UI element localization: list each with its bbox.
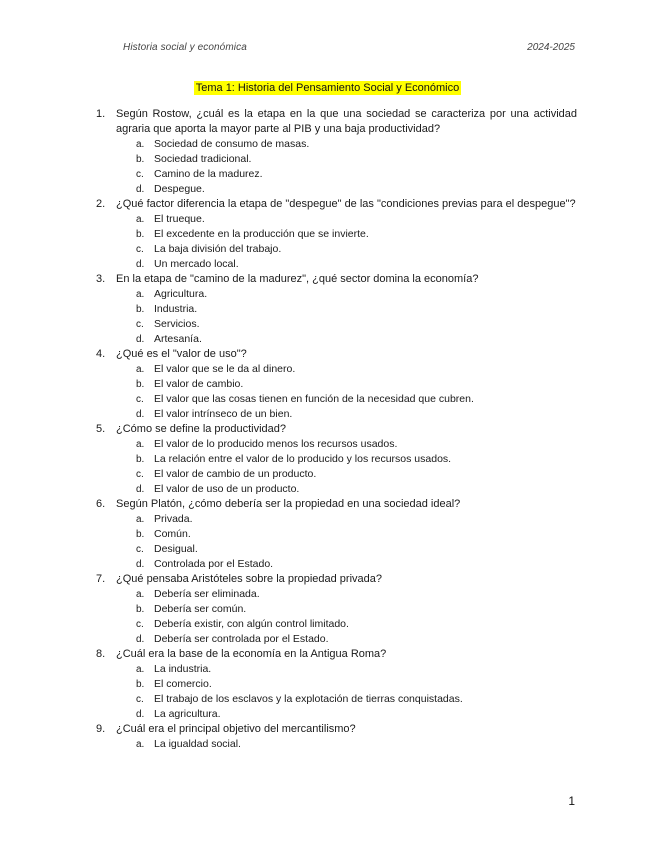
question-item [96,647,577,722]
answer-option [96,512,577,527]
option-text: Desigual. [154,543,198,555]
option-letter: a. [136,514,145,525]
option-letter: a. [136,589,145,600]
option-letter: c. [136,394,144,405]
option-letter: d. [136,709,145,720]
page-number: 1 [568,794,575,808]
option-letter: c. [136,244,144,255]
option-text: Despegue. [154,183,205,195]
option-letter: d. [136,409,145,420]
answer-option [96,407,577,422]
answer-option [96,587,577,602]
question-number: 3. [96,273,106,285]
option-letter: c. [136,469,144,480]
answer-option [96,467,577,482]
option-letter: b. [136,679,145,690]
answer-option [96,632,577,647]
question-item [96,572,577,647]
option-text: El valor que se le da al dinero. [154,363,296,375]
answer-option [96,257,577,272]
option-text: Debería ser común. [154,603,247,615]
answer-option [96,527,577,542]
question-number: 6. [96,498,106,510]
question-text: ¿Qué es el "valor de uso"? [116,348,247,360]
question-item [96,197,577,272]
answer-option [96,167,577,182]
answer-option [96,437,577,452]
answer-option [96,242,577,257]
answer-option [96,332,577,347]
option-text: El comercio. [154,678,212,690]
answer-option [96,287,577,302]
option-text: El excedente en la producción que se invierte. [154,228,369,240]
option-text: Controlada por el Estado. [154,558,274,570]
option-letter: a. [136,439,145,450]
option-letter: c. [136,619,144,630]
question-text: Según Rostow, ¿cuál es la etapa en la que una sociedad se caracteriza por una actividad agraria que aporta la mayor parte al PIB y una baja productividad? [116,108,577,135]
option-text: Servicios. [154,318,200,330]
option-text: Industria. [154,303,198,315]
option-text: La agricultura. [154,708,221,720]
option-letter: a. [136,139,145,150]
option-letter: c. [136,544,144,555]
answer-option [96,542,577,557]
answer-option [96,392,577,407]
answer-option [96,212,577,227]
option-text: La relación entre el valor de lo producido y los recursos usados. [154,453,452,465]
option-text: Artesanía. [154,333,202,345]
option-text: El trabajo de los esclavos y la explotación de tierras conquistadas. [154,693,463,705]
question-item [96,347,577,422]
answer-option [96,362,577,377]
answer-option [96,557,577,572]
question-text: Según Platón, ¿cómo debería ser la propiedad en una sociedad ideal? [116,498,461,510]
question-list [96,107,577,752]
option-text: Un mercado local. [154,258,239,270]
option-text: Debería existir, con algún control limitado. [154,618,349,630]
option-text: El valor de lo producido menos los recursos usados. [154,438,398,450]
option-text: El valor intrínseco de un bien. [154,408,293,420]
question-number: 9. [96,723,106,735]
question-number: 1. [96,108,106,120]
option-letter: d. [136,259,145,270]
question-text: ¿Cuál era la base de la economía en la Antigua Roma? [116,648,387,660]
answer-option [96,692,577,707]
option-letter: d. [136,184,145,195]
option-text: La industria. [154,663,212,675]
option-text: La igualdad social. [154,738,241,750]
question-text: ¿Qué factor diferencia la etapa de "despegue" de las "condiciones previas para el despegue"? [116,198,576,210]
option-letter: a. [136,664,145,675]
option-text: El valor de cambio. [154,378,244,390]
option-text: Sociedad de consumo de masas. [154,138,310,150]
question-text: En la etapa de "camino de la madurez", ¿qué sector domina la economía? [116,273,479,285]
option-letter: d. [136,484,145,495]
answer-option [96,317,577,332]
answer-option [96,617,577,632]
question-item [96,422,577,497]
option-letter: a. [136,364,145,375]
answer-option [96,302,577,317]
title-container [0,78,655,96]
option-letter: d. [136,634,145,645]
option-letter: c. [136,169,144,180]
option-letter: b. [136,604,145,615]
option-text: El valor de uso de un producto. [154,483,300,495]
answer-option [96,677,577,692]
answer-option [96,452,577,467]
question-number: 5. [96,423,106,435]
option-letter: d. [136,334,145,345]
option-text: El valor de cambio de un producto. [154,468,317,480]
answer-option [96,707,577,722]
header-course-title: Historia social y económica [123,42,247,53]
option-letter: b. [136,379,145,390]
answer-option [96,737,577,752]
answer-option [96,182,577,197]
question-item [96,722,577,752]
option-letter: a. [136,739,145,750]
option-letter: b. [136,154,145,165]
option-letter: c. [136,319,144,330]
question-item [96,272,577,347]
question-number: 2. [96,198,106,210]
answer-option [96,227,577,242]
answer-option [96,377,577,392]
option-text: Agricultura. [154,288,208,300]
question-number: 4. [96,348,106,360]
option-letter: a. [136,214,145,225]
answer-option [96,152,577,167]
option-text: Debería ser eliminada. [154,588,260,600]
option-letter: b. [136,229,145,240]
question-text: ¿Cómo se define la productividad? [116,423,286,435]
question-item [96,497,577,572]
header-academic-year: 2024-2025 [527,42,575,53]
answer-option [96,137,577,152]
option-text: El trueque. [154,213,205,225]
option-letter: c. [136,694,144,705]
option-text: Sociedad tradicional. [154,153,252,165]
option-text: Común. [154,528,191,540]
option-letter: b. [136,529,145,540]
question-number: 7. [96,573,106,585]
option-letter: b. [136,454,145,465]
option-text: Camino de la madurez. [154,168,263,180]
option-text: El valor que las cosas tienen en función de la necesidad que cubren. [154,393,474,405]
answer-option [96,662,577,677]
question-text: ¿Cuál era el principal objetivo del mercantilismo? [116,723,356,735]
option-letter: b. [136,304,145,315]
question-number: 8. [96,648,106,660]
answer-option [96,482,577,497]
option-text: Privada. [154,513,193,525]
option-text: La baja división del trabajo. [154,243,282,255]
document-title: Tema 1: Historia del Pensamiento Social y Económico [195,82,460,94]
option-letter: d. [136,559,145,570]
answer-option [96,602,577,617]
question-text: ¿Qué pensaba Aristóteles sobre la propiedad privada? [116,573,383,585]
option-letter: a. [136,289,145,300]
option-text: Debería ser controlada por el Estado. [154,633,329,645]
question-item [96,107,577,197]
